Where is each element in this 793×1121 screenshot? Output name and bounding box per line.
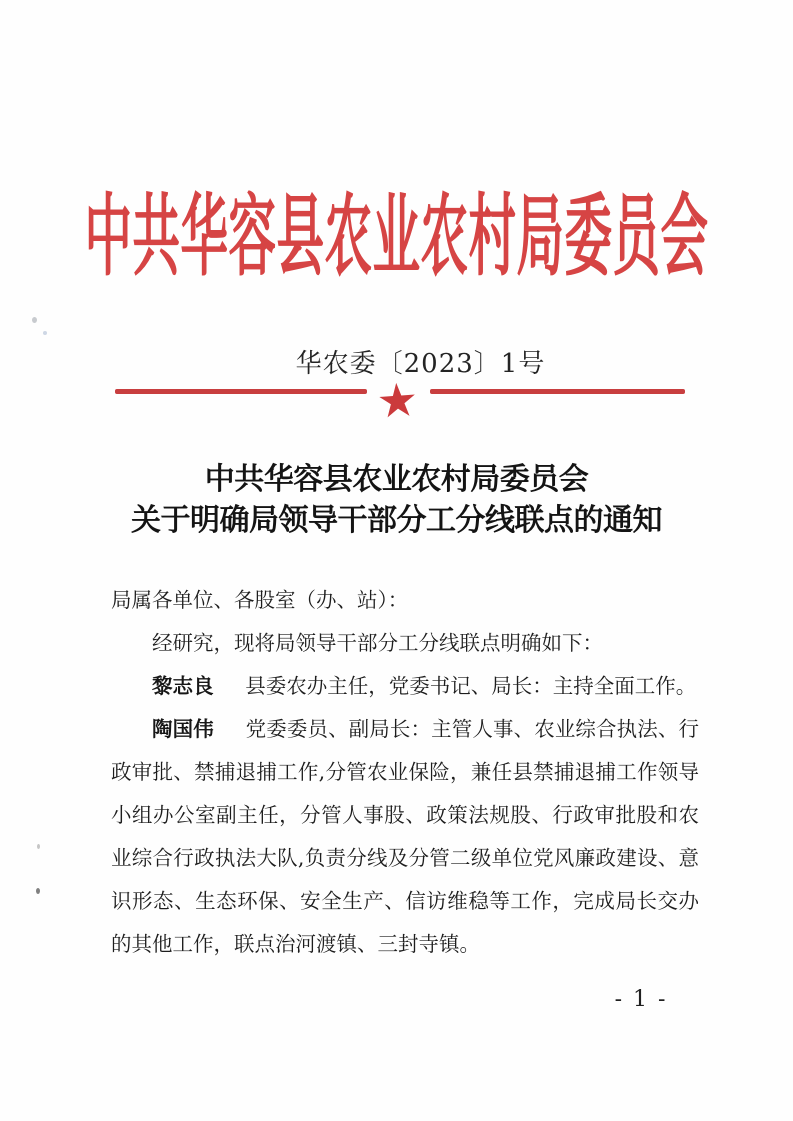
doc-title-line-2: 关于明确局领导干部分工分线联点的通知 xyxy=(131,503,662,538)
red-rule-right xyxy=(430,389,685,394)
intro-paragraph: 经研究，现将局领导干部分工分线联点明确如下： xyxy=(152,631,603,655)
scan-speck xyxy=(32,317,37,323)
page-number: - 1 - xyxy=(614,987,668,1012)
document-body xyxy=(111,579,699,966)
entry-paragraph xyxy=(111,708,699,966)
entry-duties: 县委农办主任，党委书记、局长：主持全面工作。 xyxy=(245,674,697,698)
red-star-icon xyxy=(377,381,419,423)
masthead xyxy=(0,184,793,290)
entry-duties: 党委委员、副局长：主管人事、农业综合执法、行政审批、禁捕退捕工作,分管农业保险，兼任县禁捕退捕工作领导小组办公室副主任，分管人事股、政策法规股、行政审批股和农业综合行政执法大队,负责分线及分管二级单位党风廉政建设、意识形态、生态环保、安全生产、信访维稳等工作，完成局长交办的其他工作，联点治河渡镇、三封寺镇。 xyxy=(111,717,700,956)
doc-title xyxy=(0,459,793,541)
red-rule-left xyxy=(115,389,367,394)
doc-number: 华农委〔2023〕1号 xyxy=(295,349,546,379)
doc-title-line-1: 中共华容县农业农村局委员会 xyxy=(204,462,589,497)
scan-speck xyxy=(36,888,40,894)
scan-speck xyxy=(37,844,40,849)
entry-name: 陶国伟 xyxy=(152,717,214,741)
masthead-title: 中共华容县农业农村局委员会 xyxy=(84,184,709,290)
entry-paragraph xyxy=(111,665,699,708)
entry-name: 黎志良 xyxy=(152,674,214,698)
scan-speck xyxy=(43,331,47,335)
salutation: 局属各单位、各股室（办、站）： xyxy=(111,588,409,612)
